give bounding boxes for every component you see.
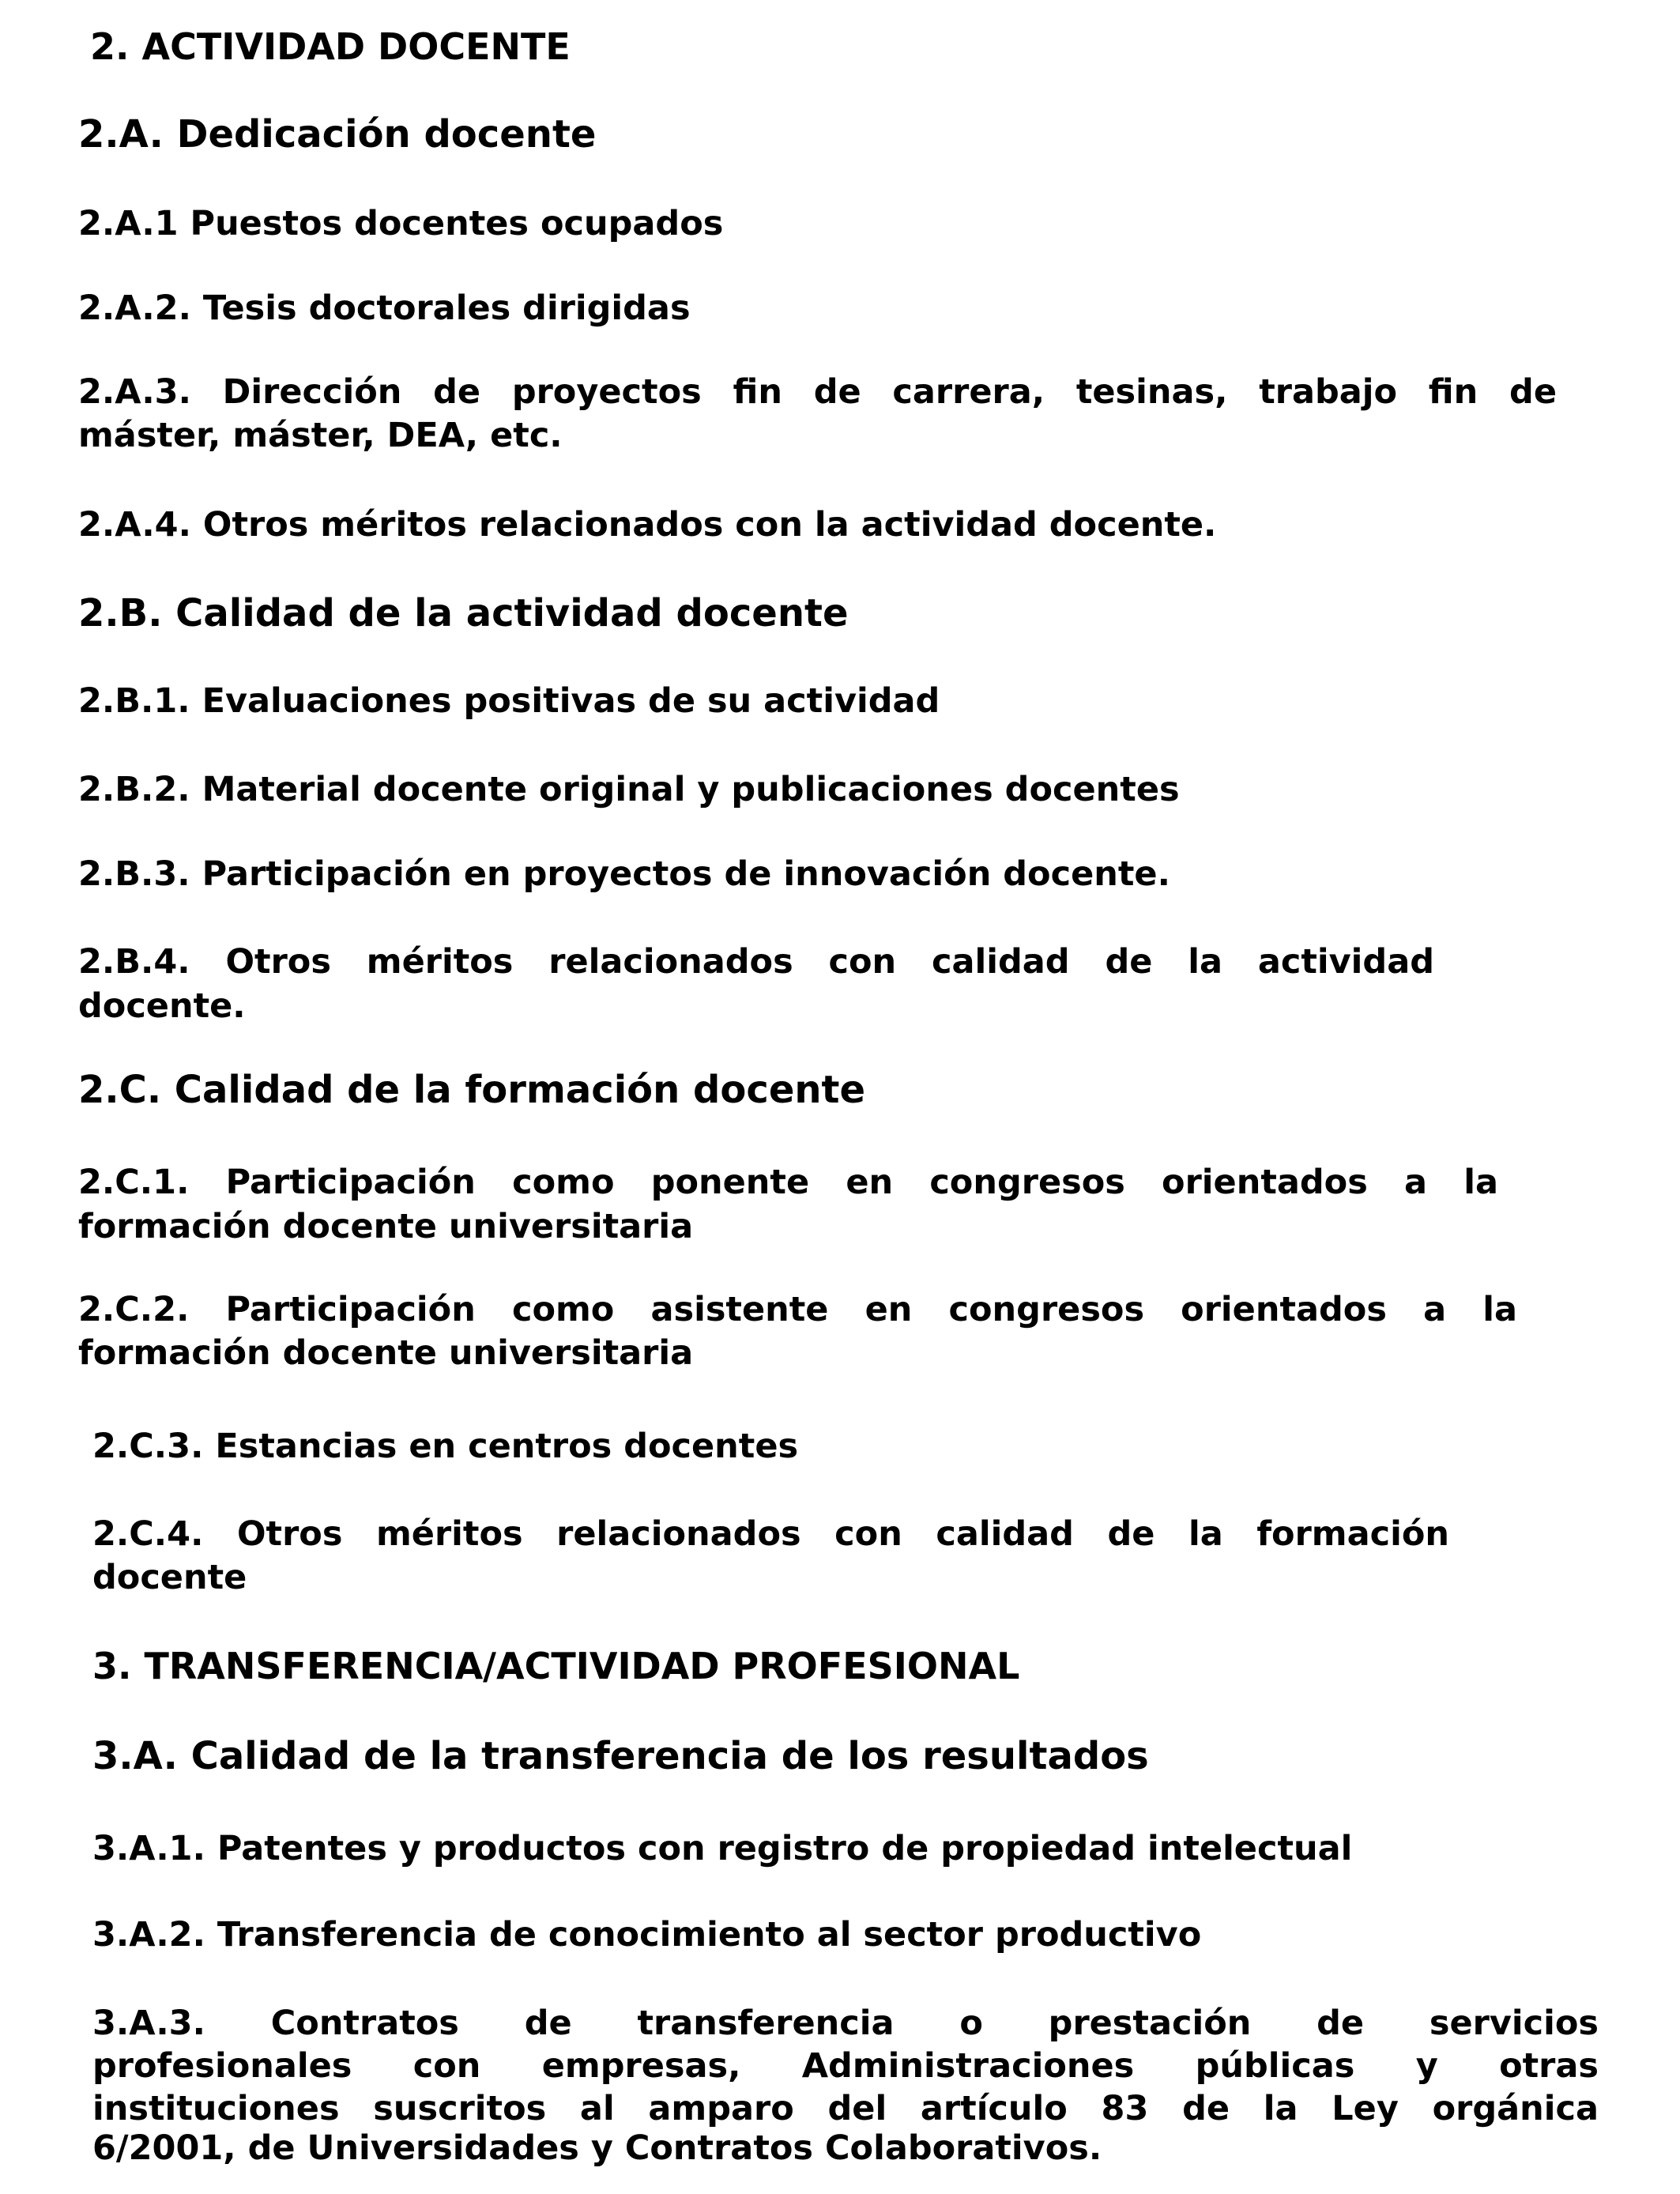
item-2b4-line1: 2.B.4. Otros méritos relacionados con calidad de la actividad: [78, 942, 1434, 982]
item-3a1: 3.A.1. Patentes y productos con registro de propiedad intelectual: [92, 1829, 1353, 1868]
item-2c2-line2: formación docente universitaria: [78, 1333, 694, 1373]
item-2b1: 2.B.1. Evaluaciones positivas de su actividad: [78, 681, 940, 721]
heading-2-actividad-docente: 2. ACTIVIDAD DOCENTE: [90, 25, 571, 68]
item-2a2: 2.A.2. Tesis doctorales dirigidas: [78, 288, 691, 328]
item-2c1-line1: 2.C.1. Participación como ponente en congresos orientados a la: [78, 1163, 1498, 1202]
item-2a3-line2: máster, máster, DEA, etc.: [78, 416, 563, 455]
item-2c4-line2: docente: [92, 1558, 247, 1597]
item-2c4-line1: 2.C.4. Otros méritos relacionados con calidad de la formación: [92, 1514, 1449, 1554]
heading-2c-calidad-formacion-docente: 2.C. Calidad de la formación docente: [78, 1068, 866, 1112]
item-3a3-line1: 3.A.3. Contratos de transferencia o prestación de servicios: [92, 2004, 1599, 2043]
item-2b2: 2.B.2. Material docente original y publicaciones docentes: [78, 770, 1180, 809]
item-2a3-line1: 2.A.3. Dirección de proyectos fin de carrera, tesinas, trabajo fin de: [78, 372, 1557, 412]
item-2c1-line2: formación docente universitaria: [78, 1207, 694, 1246]
heading-3-transferencia: 3. TRANSFERENCIA/ACTIVIDAD PROFESIONAL: [92, 1645, 1020, 1687]
heading-3a-calidad-transferencia: 3.A. Calidad de la transferencia de los resultados: [92, 1734, 1149, 1778]
item-2c3: 2.C.3. Estancias en centros docentes: [92, 1427, 799, 1466]
item-2b4-line2: docente.: [78, 986, 246, 1026]
item-3a3-line3: instituciones suscritos al amparo del artículo 83 de la Ley orgánica: [92, 2089, 1599, 2128]
item-2a4: 2.A.4. Otros méritos relacionados con la actividad docente.: [78, 505, 1217, 545]
item-3a2: 3.A.2. Transferencia de conocimiento al sector productivo: [92, 1915, 1202, 1955]
item-2b3: 2.B.3. Participación en proyectos de innovación docente.: [78, 854, 1170, 894]
item-3a3-line4: 6/2001, de Universidades y Contratos Colaborativos.: [92, 2128, 1102, 2168]
item-2a1: 2.A.1 Puestos docentes ocupados: [78, 204, 724, 243]
item-3a3-line2: profesionales con empresas, Administraciones públicas y otras: [92, 2046, 1599, 2086]
heading-2a-dedicacion-docente: 2.A. Dedicación docente: [78, 112, 597, 156]
heading-2b-calidad-actividad-docente: 2.B. Calidad de la actividad docente: [78, 591, 849, 635]
item-2c2-line1: 2.C.2. Participación como asistente en congresos orientados a la: [78, 1290, 1517, 1329]
